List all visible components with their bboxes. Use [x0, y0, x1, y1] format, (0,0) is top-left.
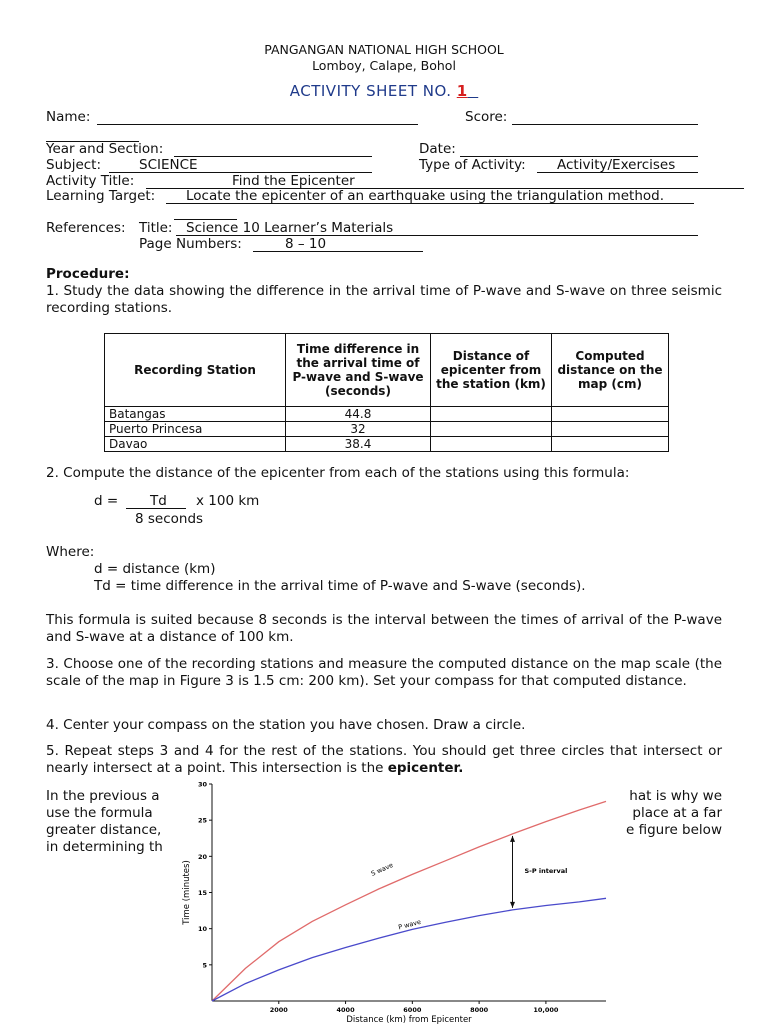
score-label: Score: [465, 109, 508, 125]
references-label: References: [46, 220, 126, 236]
series-line-s-wave [212, 801, 606, 1001]
y-tick-label: 25 [197, 816, 207, 825]
year-section-label: Year and Section: [46, 141, 164, 157]
travel-time-chart [172, 776, 612, 1024]
x-tick-label: 6000 [403, 1006, 422, 1014]
paragraph-left-line-4: in determining th [46, 839, 163, 855]
epicenter-term: epicenter. [387, 760, 464, 776]
x-tick-label: 8000 [470, 1006, 489, 1014]
time-difference: 38.4 [286, 437, 431, 452]
station-name: Davao [105, 437, 286, 452]
table-header-time-difference: Time difference in the arrival time of P-wave and S-wave (seconds) [286, 334, 431, 407]
reference-title-value: Science 10 Learner’s Materials [186, 220, 394, 236]
procedure-step-3: 3. Choose one of the recording stations and measure the computed distance on the map scale (the scale of the map in Figure 3 is 1.5 cm: 200 km). Set your compass for that computed distance. [46, 656, 722, 689]
school-name: PANGANGAN NATIONAL HIGH SCHOOL [264, 42, 504, 57]
paragraph-right-line-1: hat is why we [629, 788, 722, 804]
procedure-step-4: 4. Center your compass on the station you have chosen. Draw a circle. [46, 717, 526, 733]
score-field[interactable] [512, 124, 698, 125]
arrival-time-table [104, 333, 669, 452]
s-p-interval-label: S-P interval [524, 866, 568, 875]
distance-cell[interactable] [431, 422, 552, 437]
subject-value: SCIENCE [139, 157, 198, 173]
table-row [105, 422, 669, 437]
paragraph-left-line-3: greater distance, [46, 822, 162, 838]
x-tick-label: 2000 [269, 1006, 288, 1014]
activity-number: 1 [456, 82, 468, 100]
date-label: Date: [419, 141, 456, 157]
activity-title-value: Find the Epicenter [232, 173, 355, 189]
type-of-activity-value: Activity/Exercises [557, 157, 676, 173]
y-tick-label: 20 [197, 852, 207, 861]
activity-sheet-label: ACTIVITY SHEET NO. [289, 82, 452, 100]
table-row [105, 407, 669, 422]
series-line-p-wave [212, 898, 606, 1001]
s-wave-label: S wave [369, 861, 395, 878]
learning-target-label: Learning Target: [46, 188, 156, 204]
table-row [105, 437, 669, 452]
formula-numerator: Td [150, 493, 167, 509]
station-name: Puerto Princesa [105, 422, 286, 437]
arrow-head-down [510, 902, 515, 908]
formula-lhs: d = [94, 493, 119, 509]
procedure-heading: Procedure: [46, 266, 130, 282]
year-section-field[interactable] [174, 156, 372, 157]
y-tick-label: 15 [197, 889, 207, 897]
table-header-station: Recording Station [105, 334, 286, 407]
time-difference: 32 [286, 422, 431, 437]
page-numbers-label: Page Numbers: [139, 236, 242, 252]
name-label: Name: [46, 109, 91, 125]
where-td: Td = time difference in the arrival time of P-wave and S-wave (seconds). [94, 578, 586, 594]
paragraph-right-line-2: place at a far [632, 805, 722, 821]
map-distance-cell[interactable] [552, 422, 669, 437]
type-of-activity-label: Type of Activity: [419, 157, 526, 173]
station-name: Batangas [105, 407, 286, 422]
learning-target-value: Locate the epicenter of an earthquake using the triangulation method. [186, 188, 665, 204]
distance-cell[interactable] [431, 437, 552, 452]
page-numbers-value: 8 – 10 [285, 236, 327, 252]
school-address: Lomboy, Calape, Bohol [312, 58, 456, 73]
paragraph-left-line-1: In the previous a [46, 788, 160, 804]
travel-time-graph [172, 776, 612, 1024]
where-d: d = distance (km) [94, 561, 216, 577]
page-numbers-field[interactable] [253, 251, 423, 252]
arrow-head-up [510, 836, 515, 842]
activity-title-label: Activity Title: [46, 173, 135, 189]
y-tick-label: 5 [202, 961, 207, 970]
activity-sheet-title [0, 82, 768, 100]
paragraph-right-line-3: e figure below [625, 822, 722, 838]
formula-denominator: 8 seconds [135, 511, 204, 527]
subject-label: Subject: [46, 157, 102, 173]
x-axis-label: Distance (km) from Epicenter [346, 1015, 472, 1024]
paragraph-left-line-2: use the formula [46, 805, 153, 821]
map-distance-cell[interactable] [552, 437, 669, 452]
step-5-text: 5. Repeat steps 3 and 4 for the rest of the stations. You should get three circles that intersect or nearly intersect at a point. This intersection is the [46, 743, 722, 776]
distance-cell[interactable] [431, 407, 552, 422]
formula-multiplier: x 100 km [196, 493, 260, 509]
procedure-step-1: 1. Study the data showing the difference in the arrival time of P-wave and S-wave on three seismic recording stations. [46, 283, 722, 316]
reference-title-label: Title: [139, 220, 173, 236]
table-header-distance: Distance of epicenter from the station (km) [431, 334, 552, 407]
procedure-step-2: 2. Compute the distance of the epicenter from each of the stations using this formula: [46, 465, 630, 481]
where-label: Where: [46, 544, 95, 560]
map-distance-cell[interactable] [552, 407, 669, 422]
y-tick-label: 10 [197, 925, 207, 934]
time-difference: 44.8 [286, 407, 431, 422]
formula-note: This formula is suited because 8 seconds is the interval between the times of arrival of the P-wave and S-wave at a distance of 100 km. [46, 612, 722, 645]
p-wave-label: P wave [397, 917, 422, 932]
y-axis-label: Time (minutes) [182, 860, 192, 925]
x-tick-label: 10,000 [533, 1006, 559, 1014]
name-field[interactable] [97, 124, 418, 125]
y-tick-label: 30 [197, 780, 207, 789]
x-tick-label: 4000 [336, 1006, 355, 1014]
table-header-map-distance: Computed distance on the map (cm) [552, 334, 669, 407]
procedure-step-5 [46, 743, 722, 777]
